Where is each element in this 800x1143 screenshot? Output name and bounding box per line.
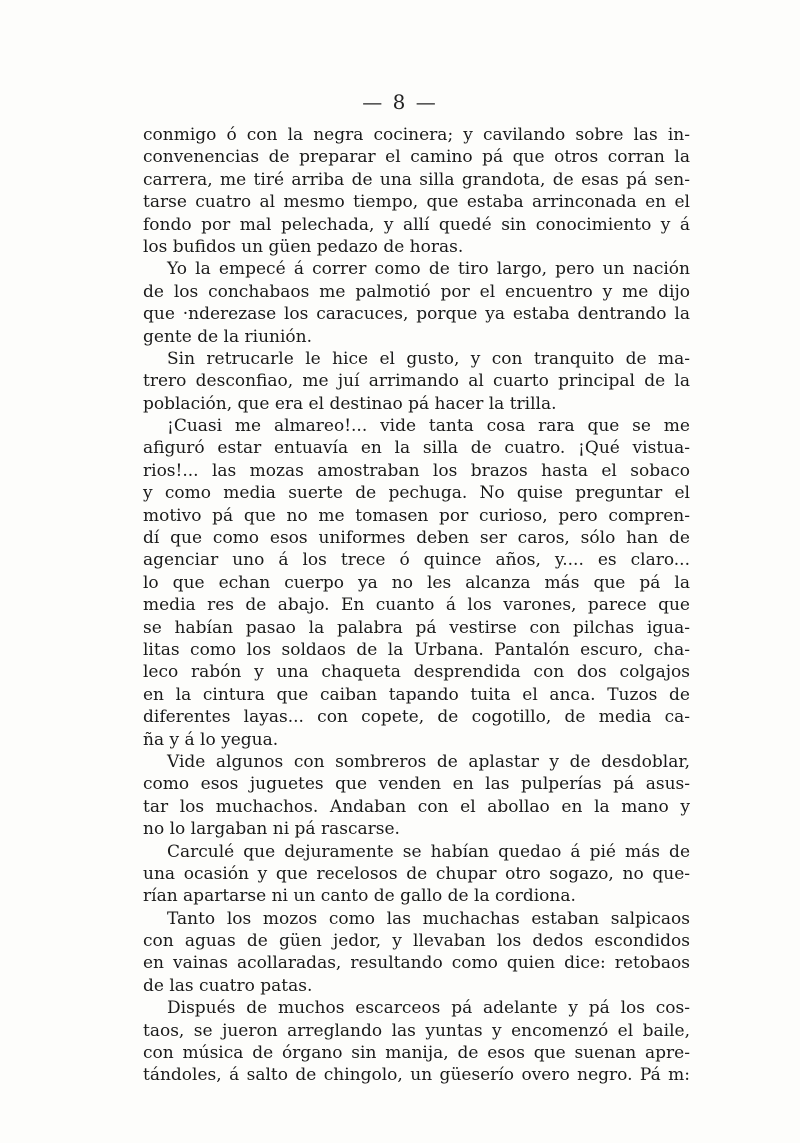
text-line: lo que echan cuerpo ya no les alcanza más que pá la <box>143 572 690 593</box>
text-line: litas como los soldaos de la Urbana. Pantalón escuro, cha- <box>143 639 690 660</box>
text-line: media res de abajo. En cuanto á los varones, parece que <box>143 595 690 616</box>
text-line: fondo por mal pelechada, y allí quedé sin conocimiento y á <box>143 214 690 235</box>
text-line: trero desconfiao, me juí arrimando al cuarto principal de la <box>143 371 690 392</box>
text-line: leco rabón y una chaqueta desprendida con dos colgajos <box>143 662 690 683</box>
text-line: de las cuatro patas. <box>143 975 313 996</box>
text-line: los bufidos un güen pedazo de horas. <box>143 236 464 257</box>
text-line: conmigo ó con la negra cocinera; y cavilando sobre las in- <box>143 125 690 145</box>
text-line: ¡Cuasi me almareo!... vide tanta cosa rara que se me <box>167 416 690 437</box>
page-body-text <box>143 124 690 1087</box>
page-number: — 8 — <box>362 90 438 114</box>
text-line: como esos juguetes que venden en las pulperías pá asus- <box>143 774 690 795</box>
text-line: población, que era el destinao pá hacer la trilla. <box>143 393 557 414</box>
text-line: diferentes layas... con copete, de cogotillo, de media ca- <box>143 707 690 728</box>
text-line: dí que como esos uniformes deben ser caros, sólo han de <box>143 528 690 549</box>
text-line: con aguas de güen jedor, y llevaban los dedos escondidos <box>143 931 690 952</box>
text-line: Vide algunos con sombreros de aplastar y de desdoblar, <box>167 751 690 772</box>
text-line: Tanto los mozos como las muchachas estaban salpicaos <box>167 908 690 929</box>
text-line: gente de la riunión. <box>143 326 312 347</box>
text-line: carrera, me tiré arriba de una silla grandota, de esas pá sen- <box>143 169 690 190</box>
text-line: afiguró estar entuavía en la silla de cuatro. ¡Qué vistua- <box>143 438 690 459</box>
text-line: tándoles, á salto de chingolo, un güeserío overo negro. Pá m: <box>143 1065 690 1086</box>
text-line: tarse cuatro al mesmo tiempo, que estaba arrinconada en el <box>143 192 690 213</box>
text-line: una ocasión y que recelosos de chupar otro sogazo, no que- <box>143 863 690 884</box>
text-line: y como media suerte de pechuga. No quise preguntar el <box>143 483 690 504</box>
text-line: rían apartarse ni un canto de gallo de la cordiona. <box>143 886 576 907</box>
text-line: no lo largaban ni pá rascarse. <box>143 819 400 840</box>
text-line: de los conchabaos me palmotió por el encuentro y me dijo <box>143 281 690 302</box>
text-line: taos, se jueron arreglando las yuntas y encomenzó el baile, <box>143 1020 690 1041</box>
text-line: convenencias de preparar el camino pá que otros corran la <box>143 147 690 168</box>
text-line: en la cintura que caiban tapando tuita el anca. Tuzos de <box>143 684 690 705</box>
text-line: rios!... las mozas amostraban los brazos hasta el sobaco <box>143 460 690 481</box>
text-line: Dispués de muchos escarceos pá adelante y pá los cos- <box>167 998 690 1019</box>
text-line: motivo pá que no me tomasen por curioso, pero compren- <box>143 505 690 526</box>
text-line: ña y á lo yegua. <box>143 729 279 750</box>
text-line: agenciar uno á los trece ó quince años, y.... es claro... <box>143 550 690 571</box>
text-line: que ·nderezase los caracuces, porque ya estaba dentrando la <box>143 304 690 325</box>
text-line: Yo la empecé á correr como de tiro largo, pero un nación <box>167 259 690 280</box>
text-line: tar los muchachos. Andaban con el abollao en la mano y <box>143 796 690 817</box>
text-line: en vainas acollaradas, resultando como quien dice: retobaos <box>143 953 690 974</box>
text-line: Carculé que dejuramente se habían quedao á pié más de <box>167 841 690 862</box>
text-line: con música de órgano sin manija, de esos que suenan apre- <box>143 1043 690 1064</box>
text-line: Sin retrucarle le hice el gusto, y con tranquito de ma- <box>167 348 690 369</box>
text-line: se habían pasao la palabra pá vestirse con pilchas igua- <box>143 617 690 638</box>
